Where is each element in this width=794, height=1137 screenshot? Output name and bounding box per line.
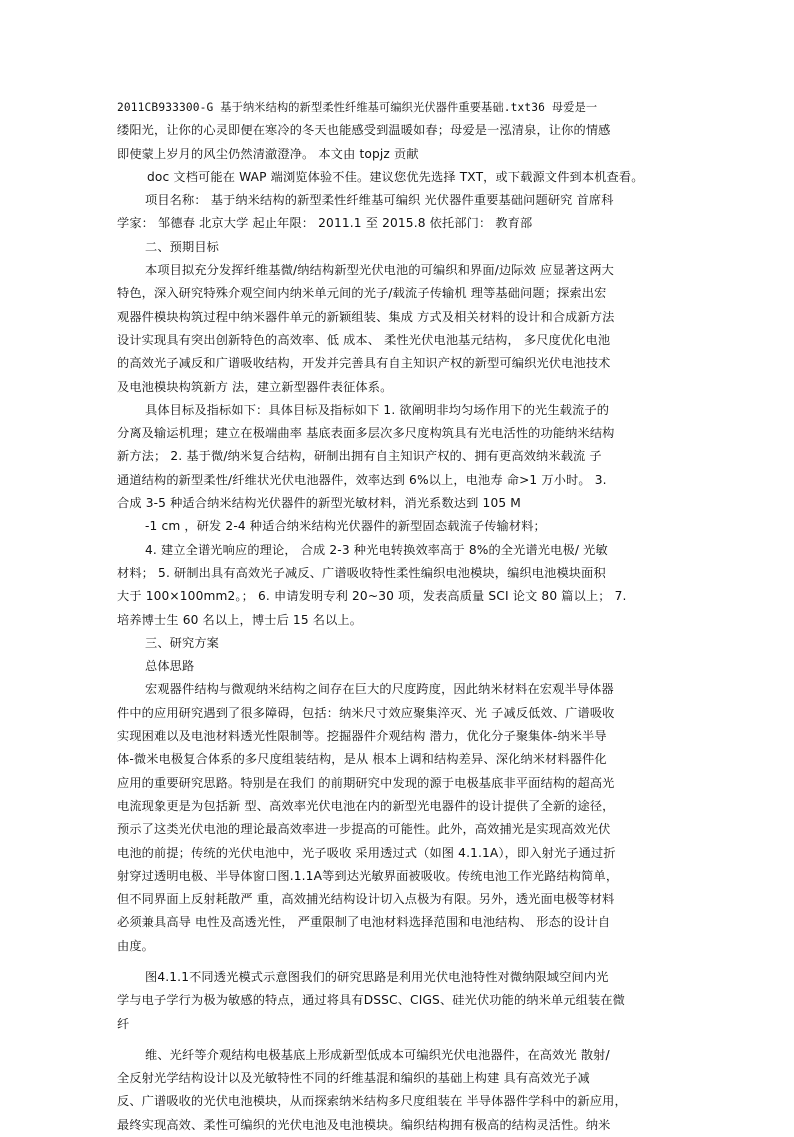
text-line: 纤	[117, 1016, 130, 1031]
text-line: 培养博士生 60 名以上，博士后 15 名以上。	[117, 612, 363, 627]
text-line: 维、光纤等介观结构电极基底上形成新型低成本可编织光伏电池器件，在高效光 散射/	[145, 1047, 610, 1062]
section-heading: 二、预期目标	[145, 239, 220, 254]
text-line: 2011CB933300-G 基于纳米结构的新型柔性纤维基可编织光伏器件重要基础.txt36 母爱是一	[117, 101, 598, 114]
text-line: 学家： 邹德春 北京大学 起止年限： 2011.1 至 2015.8 依托部门： 教育部	[117, 216, 533, 231]
text-line: 缕阳光，让你的心灵即便在寒冷的冬天也能感受到温暖如春；母爱是一泓清泉，让你的情感	[117, 123, 611, 138]
text-line: 材料； 5. 研制出具有高效光子减反、广谱吸收特性柔性编织电池模块，编织电池模块面积	[117, 565, 606, 580]
text-line: 全反射光学结构设计以及光敏特性不同的纤维基混和编织的基础上构建 具有高效光子减	[117, 1071, 590, 1086]
text-line: 本项目拟充分发挥纤维基微/纳结构新型光伏电池的可编织和界面/边际效 应显著这两大	[145, 263, 615, 278]
text-line: 通道结构的新型柔性/纤维状光伏电池器件，效率达到 6%以上，电池寿 命>1 万小时。 3.	[117, 472, 607, 487]
text-line: 合成 3-5 种适合纳米结构光伏器件的新型光敏材料，消光系数达到 105 M	[117, 496, 521, 511]
subsection-heading: 总体思路	[145, 659, 195, 674]
text-line: 观器件模块构筑过程中纳米器件单元的新颖组装、集成 方式及相关材料的设计和合成新方法	[117, 309, 615, 324]
figure-caption-line: 图4.1.1不同透光模式示意图我们的研究思路是利用光伏电池特性对微纳限域空间内光	[145, 969, 609, 984]
text-line: 具体目标及指标如下：具体目标及指标如下 1. 欲阐明非均匀场作用下的光生载流子的	[145, 402, 610, 417]
text-line: 特色，深入研究特殊介观空间内纳米单元间的光子/载流子传输机 理等基础问题；探索出宏	[117, 286, 607, 301]
text-line: 设计实现具有突出创新特色的高效率、低 成本、 柔性光伏电池基元结构， 多尺度优化电池	[117, 332, 611, 347]
text-line: 由度。	[117, 938, 155, 953]
text-line: 及电池模块构筑新方 法，建立新型器件表征体系。	[117, 379, 393, 394]
text-line: 大于 100×100mm2。； 6. 申请发明专利 20~30 项，发表高质量 SCI 论文 80 篇以上； 7.	[117, 589, 627, 604]
text-line: 宏观器件结构与微观纳米结构之间存在巨大的尺度跨度，因此纳米材料在宏观半导体器	[145, 682, 614, 697]
text-line: 电流现象更是为包括新 型、高效率光伏电池在内的新型光电器件的设计提供了全新的途径，	[117, 798, 615, 813]
text-line: 最终实现高效、柔性可编织的光伏电池及电池模块。编织结构拥有极高的结构灵活性。纳米	[117, 1117, 611, 1132]
text-line: -1 cm ，研发 2-4 种适合纳米结构光伏器件的新型固态载流子传输材料；	[145, 519, 546, 534]
text-line: 学与电子学行为极为敏感的特点，通过将具有DSSC、CIGS、硅光伏功能的纳米单元组装在微	[117, 993, 626, 1008]
document-body	[117, 96, 687, 1137]
text-line: 体-微米电极复合体系的多尺度组装结构，是从 根本上调和结构差异、深化纳米材料器件化	[117, 752, 607, 767]
text-line: 新方法； 2. 基于微/纳米复合结构，研制出拥有自主知识产权的、拥有更高效纳米载流 子	[117, 449, 602, 464]
text-line: 即使蒙上岁月的风尘仍然清澈澄净。 本文由 topjz 贡献	[117, 146, 419, 161]
project-name-line: 项目名称： 基于纳米结构的新型柔性纤维基可编织 光伏器件重要基础问题研究 首席科	[145, 193, 614, 208]
text-line: 4. 建立全谱光响应的理论， 合成 2-3 种光电转换效率高于 8%的全光谱光电极/ 光敏	[145, 542, 608, 557]
section-heading: 三、研究方案	[145, 635, 220, 650]
text-line: 件中的应用研究遇到了很多障碍，包括：纳米尺寸效应聚集淬灭、光 子减反低效、广谱吸收	[117, 705, 615, 720]
text-line: 实现困难以及电池材料透光性限制等。挖掘器件介观结构 潜力，优化分子聚集体-纳米半导	[117, 729, 607, 744]
text-line: 预示了这类光伏电池的理论最高效率进一步提高的可能性。此外，高效捕光是实现高效光伏	[117, 822, 611, 837]
text-line: 反、广谱吸收的光伏电池模块，从而探索纳米结构多尺度组装在 半导体器件学科中的新应用，	[117, 1094, 627, 1109]
text-line: 应用的重要研究思路。特别是在我们 的前期研究中发现的源于电极基底非平面结构的超高光	[117, 775, 615, 790]
text-line: doc 文档可能在 WAP 端浏览体验不佳。建议您优先选择 TXT，或下载源文件到本机查看。	[147, 169, 644, 184]
text-line: 射穿过透明电极、半导体窗口图.1.1A等到达光敏界面被吸收。传统电池工作光路结构简单，	[117, 868, 619, 883]
text-line: 电池的前提；传统的光伏电池中，光子吸收 采用透过式（如图 4.1.1A），即入射光子通过折	[117, 845, 616, 860]
text-line: 分离及输运机理；建立在极端曲率 基底表面多层次多尺度构筑具有光电活性的功能纳米结构	[117, 426, 615, 441]
text-line: 必须兼具高导 电性及高透光性， 严重限制了电池材料选择范围和电池结构、 形态的设计自	[117, 915, 611, 930]
text-line: 但不同界面上反射耗散严 重，高效捕光结构设计切入点极为有限。另外，透光面电极等材料	[117, 892, 615, 907]
text-line: 的高效光子减反和广谱吸收结构，开发并完善具有自主知识产权的新型可编织光伏电池技术	[117, 356, 611, 371]
